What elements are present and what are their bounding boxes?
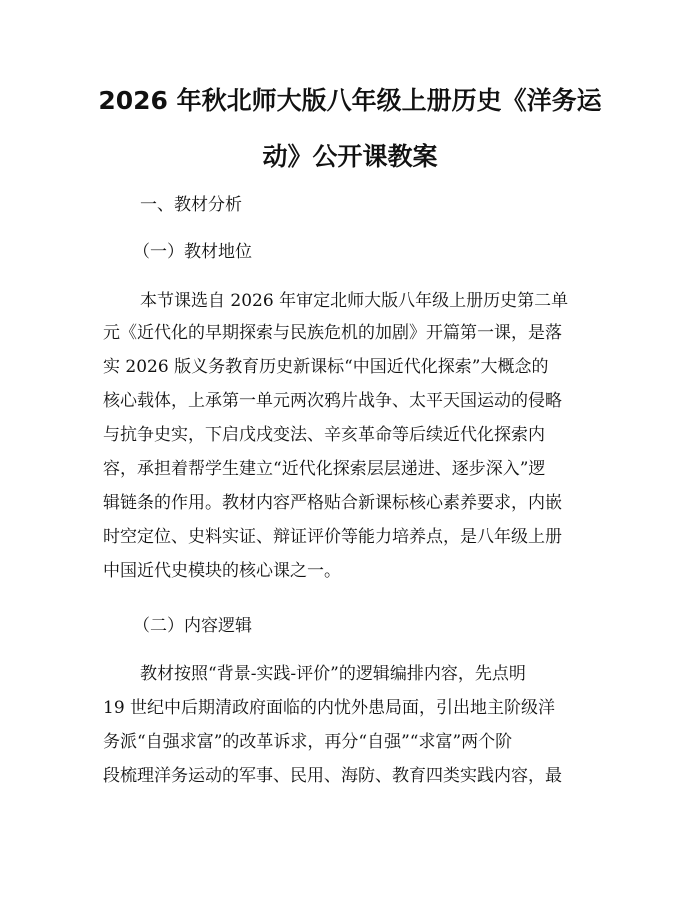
paragraph-2-line-1: 教材按照“背景-实践-评价”的逻辑编排内容，先点明 bbox=[140, 664, 526, 684]
paragraph-1-line-9: 中国近代史模块的核心课之一。 bbox=[103, 561, 341, 581]
paragraph-1-line-4: 核心载体，上承第一单元两次鸦片战争、太平天国运动的侵略 bbox=[103, 391, 562, 411]
paragraph-1-line-3: 实 2026 版义务教育历史新课标“中国近代化探索”大概念的 bbox=[103, 357, 549, 377]
subheading-material-position: （一）教材地位 bbox=[133, 242, 252, 262]
paragraph-1-line-5: 与抗争史实，下启戊戌变法、辛亥革命等后续近代化探索内 bbox=[103, 425, 545, 445]
section-heading-teaching-material-analysis: 一、教材分析 bbox=[140, 195, 242, 215]
paragraph-2-line-3: 务派“自强求富”的改革诉求，再分“自强”“求富”两个阶 bbox=[103, 732, 513, 752]
document-title-line-2: 动》公开课教案 bbox=[262, 142, 438, 171]
paragraph-2-line-4: 段梳理洋务运动的军事、民用、海防、教育四类实践内容，最 bbox=[103, 766, 562, 786]
paragraph-1-line-1: 本节课选自 2026 年审定北师大版八年级上册历史第二单 bbox=[140, 291, 569, 311]
paragraph-1-line-7: 辑链条的作用。教材内容严格贴合新课标核心素养要求，内嵌 bbox=[103, 493, 562, 513]
subheading-content-logic: （二）内容逻辑 bbox=[133, 616, 252, 636]
paragraph-1-line-2: 元《近代化的早期探索与民族危机的加剧》开篇第一课，是落 bbox=[103, 323, 562, 343]
document-title-line-1: 2026 年秋北师大版八年级上册历史《洋务运 bbox=[98, 86, 602, 115]
paragraph-2-line-2: 19 世纪中后期清政府面临的内忧外患局面，引出地主阶级洋 bbox=[103, 698, 556, 718]
paragraph-1-line-8: 时空定位、史料实证、辩证评价等能力培养点，是八年级上册 bbox=[103, 527, 562, 547]
paragraph-1-line-6: 容，承担着帮学生建立“近代化探索层层递进、逐步深入”逻 bbox=[103, 459, 546, 479]
